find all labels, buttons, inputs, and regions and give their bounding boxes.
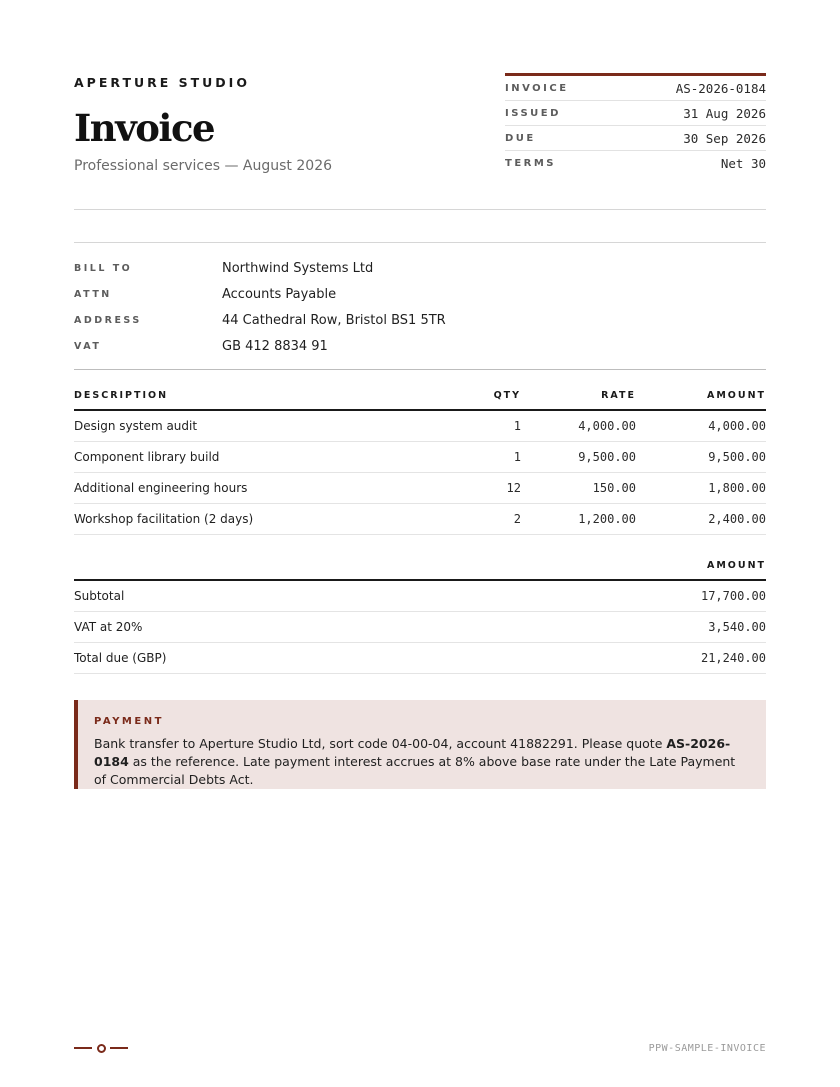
bill-value: 44 Cathedral Row, Bristol BS1 5TR xyxy=(222,312,446,328)
item-description: Design system audit xyxy=(74,419,198,433)
meta-row-terms xyxy=(505,151,766,175)
meta-row-due xyxy=(505,126,766,151)
invoice-page xyxy=(74,0,766,1087)
bill-label: ATTN xyxy=(74,288,112,300)
item-qty: 1 xyxy=(513,450,521,464)
item-rate: 150.00 xyxy=(592,481,636,495)
meta-row-invoice xyxy=(505,76,766,101)
bill-value: GB 412 8834 91 xyxy=(222,338,328,354)
meta-value: 30 Sep 2026 xyxy=(683,131,766,146)
meta-value: 31 Aug 2026 xyxy=(683,106,766,121)
payment-heading: PAYMENT xyxy=(94,716,164,727)
column-header-amount: AMOUNT xyxy=(706,389,766,401)
payment-text-after: as the reference. Late payment interest accrues at 8% above base rate under the Late Payment of Commercial Debts Act. xyxy=(94,754,736,787)
invoice-meta xyxy=(505,73,766,175)
divider xyxy=(74,242,766,243)
meta-label: DUE xyxy=(505,133,536,144)
item-qty: 2 xyxy=(513,512,521,526)
totals-label: Total due (GBP) xyxy=(74,651,167,665)
meta-label: TERMS xyxy=(505,158,557,169)
divider xyxy=(74,369,766,370)
bill-value: Accounts Payable xyxy=(222,286,337,302)
footer-document-id: PPW-SAMPLE-INVOICE xyxy=(648,1043,766,1054)
payment-text-before: Bank transfer to Aperture Studio Ltd, sort code 04-00-04, account 41882291. Please quote xyxy=(94,736,667,751)
page-title: Invoice xyxy=(74,106,215,150)
line-items-table xyxy=(74,381,766,535)
totals-label: VAT at 20% xyxy=(74,620,143,634)
item-description: Workshop facilitation (2 days) xyxy=(74,512,254,526)
item-amount: 9,500.00 xyxy=(708,450,766,464)
table-row xyxy=(74,442,766,473)
bill-row xyxy=(74,307,766,333)
meta-value: Net 30 xyxy=(720,156,766,171)
payment-notice xyxy=(74,700,766,789)
divider xyxy=(74,209,766,210)
column-header-amount: AMOUNT xyxy=(706,559,766,571)
meta-value: AS-2026-0184 xyxy=(675,81,766,96)
table-row xyxy=(74,504,766,535)
footer-ornament-icon xyxy=(74,1042,130,1054)
totals-value: 3,540.00 xyxy=(708,620,766,634)
bill-value: Northwind Systems Ltd xyxy=(222,260,374,276)
table-header xyxy=(74,381,766,411)
bill-row xyxy=(74,281,766,307)
payment-reference: AS-2026-0184 xyxy=(94,736,731,769)
totals-row-total-due xyxy=(74,643,766,674)
meta-row-issued xyxy=(505,101,766,126)
item-rate: 4,000.00 xyxy=(578,419,636,433)
column-header-qty: QTY xyxy=(493,389,521,401)
item-amount: 2,400.00 xyxy=(708,512,766,526)
bill-to-section xyxy=(74,255,766,359)
table-row xyxy=(74,411,766,442)
bill-label: BILL TO xyxy=(74,262,133,274)
brand-name: APERTURE STUDIO xyxy=(74,75,250,90)
bill-label: VAT xyxy=(74,340,102,352)
totals-row-subtotal xyxy=(74,581,766,612)
meta-label: ISSUED xyxy=(505,108,561,119)
totals-header xyxy=(74,551,766,581)
item-amount: 4,000.00 xyxy=(708,419,766,433)
page-subtitle: Professional services — August 2026 xyxy=(74,158,333,174)
bill-label: ADDRESS xyxy=(74,314,142,326)
bill-row xyxy=(74,255,766,281)
bill-row xyxy=(74,333,766,359)
totals-value: 21,240.00 xyxy=(700,651,766,665)
column-header-rate: RATE xyxy=(601,389,636,401)
payment-text xyxy=(94,735,746,789)
item-rate: 9,500.00 xyxy=(578,450,636,464)
item-qty: 1 xyxy=(513,419,521,433)
item-qty: 12 xyxy=(506,481,521,495)
totals-row-vat xyxy=(74,612,766,643)
totals-table xyxy=(74,551,766,674)
item-rate: 1,200.00 xyxy=(578,512,636,526)
item-amount: 1,800.00 xyxy=(708,481,766,495)
totals-value: 17,700.00 xyxy=(700,589,766,603)
totals-label: Subtotal xyxy=(74,589,125,603)
column-header-description: DESCRIPTION xyxy=(74,389,169,401)
item-description: Additional engineering hours xyxy=(74,481,248,495)
table-row xyxy=(74,473,766,504)
item-description: Component library build xyxy=(74,450,220,464)
meta-label: INVOICE xyxy=(505,83,569,94)
